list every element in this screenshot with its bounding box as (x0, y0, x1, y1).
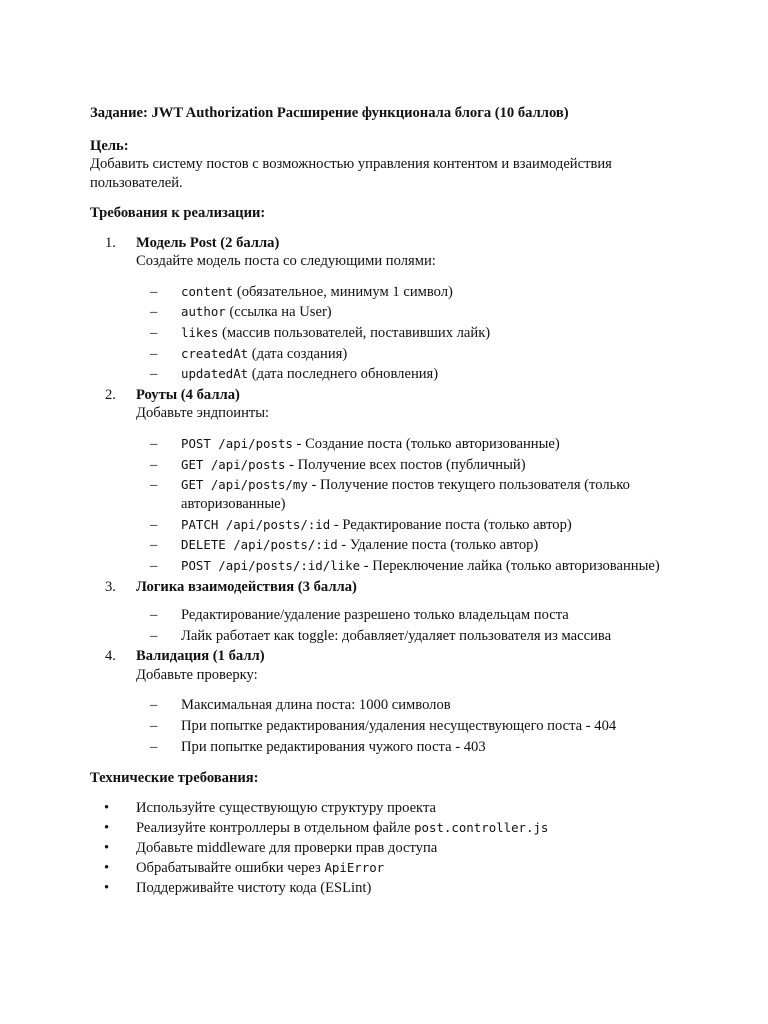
list-item: – PATCH /api/posts/:id - Редактирование поста (только автор) (150, 516, 572, 533)
section-heading: Валидация (1 балл) (136, 648, 265, 665)
dash-marker: – (150, 516, 158, 533)
validation-list (90, 696, 690, 756)
list-item: – Редактирование/удаление разрешено только владельцам поста (150, 607, 569, 624)
section-validation (90, 647, 690, 684)
goal-text: Добавить систему постов с возможностью управления контентом и взаимодействия пользователей. (90, 156, 612, 191)
list-item: – При попытке редактирования чужого поста - 403 (150, 738, 486, 755)
list-item: – При попытке редактирования/удаления несуществующего поста - 404 (150, 718, 617, 735)
dash-marker: – (150, 477, 158, 494)
dash-marker: – (150, 283, 158, 300)
list-item: – Максимальная длина поста: 1000 символов (150, 697, 451, 714)
document-page (90, 104, 690, 899)
bullet-marker: • (104, 880, 110, 897)
list-item: – content (обязательное, минимум 1 символ) (150, 283, 453, 300)
list-item: – Лайк работает как toggle: добавляет/удаляет пользователя из массива (150, 627, 612, 644)
document-title: Задание: JWT Authorization Расширение функционала блога (10 баллов) (90, 105, 569, 121)
dash-marker: – (150, 607, 158, 624)
dash-marker: – (150, 627, 158, 644)
list-item: • Реализуйте контроллеры в отдельном файле post.controller.js (104, 819, 549, 836)
list-item: – likes (массив пользователей, поставивших лайк) (150, 324, 491, 341)
section-model (90, 234, 690, 271)
list-item: – updatedAt (дата последнего обновления) (150, 366, 439, 383)
bullet-marker: • (104, 860, 110, 877)
list-item: – author (ссылка на User) (150, 304, 332, 321)
dash-marker: – (150, 557, 158, 574)
list-item: – GET /api/posts/my - Получение постов текущего пользователя (только авторизованные) (150, 477, 630, 512)
tech-heading: Технические требования: (90, 770, 259, 787)
section-heading: Модель Post (2 балла) (136, 234, 280, 251)
section-number: 1. (105, 234, 116, 251)
dash-marker: – (150, 304, 158, 321)
dash-marker: – (150, 738, 158, 755)
section-routes (90, 386, 690, 423)
list-item: – GET /api/posts - Получение всех постов (публичный) (150, 456, 526, 473)
section-number: 3. (105, 578, 116, 595)
dash-marker: – (150, 366, 158, 383)
list-item: – POST /api/posts/:id/like - Переключение лайка (только авторизованные) (150, 557, 660, 574)
section-intro: Создайте модель поста со следующими полями: (136, 253, 436, 269)
routes-list (90, 435, 690, 575)
dash-marker: – (150, 345, 158, 362)
requirements-heading: Требования к реализации: (90, 205, 266, 221)
bullet-marker: • (104, 799, 110, 816)
dash-marker: – (150, 537, 158, 554)
dash-marker: – (150, 456, 158, 473)
section-number: 2. (105, 386, 116, 403)
tech-list (90, 799, 690, 898)
list-item: – POST /api/posts - Создание поста (только авторизованные) (150, 435, 560, 452)
bullet-marker: • (104, 840, 110, 856)
dash-marker: – (150, 718, 158, 735)
section-number: 4. (105, 648, 116, 665)
section-intro: Добавьте проверку: (136, 666, 258, 683)
goal-heading: Цель: (90, 137, 129, 154)
bullet-marker: • (104, 819, 110, 836)
model-fields-list (90, 283, 690, 384)
list-item: – createdAt (дата создания) (150, 345, 348, 362)
dash-marker: – (150, 324, 158, 341)
section-heading: Роуты (4 балла) (136, 386, 240, 403)
logic-list (90, 606, 690, 645)
list-item: – DELETE /api/posts/:id - Удаление поста (только автор) (150, 537, 539, 554)
section-intro: Добавьте эндпоинты: (136, 405, 270, 422)
dash-marker: – (150, 435, 158, 452)
list-item: • Обрабатывайте ошибки через ApiError (104, 860, 385, 877)
section-logic (90, 578, 690, 597)
dash-marker: – (150, 697, 158, 714)
list-item: • Используйте существующую структуру проекта (104, 799, 436, 816)
section-heading: Логика взаимодействия (3 балла) (136, 578, 357, 595)
list-item: • Поддерживайте чистоту кода (ESLint) (104, 880, 372, 897)
list-item: • Добавьте middleware для проверки прав доступа (104, 840, 438, 856)
